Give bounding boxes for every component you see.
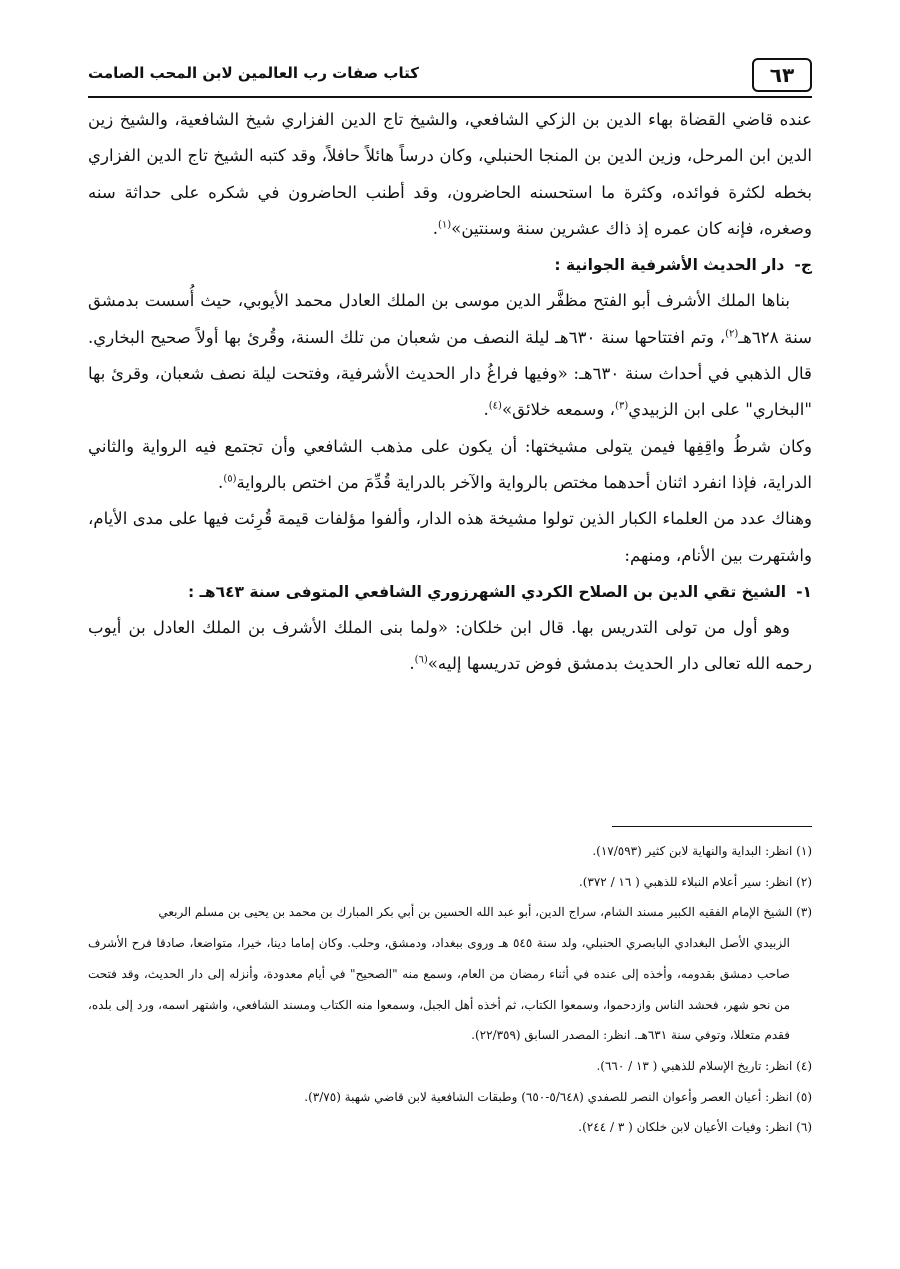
footnote-ref-2[interactable]: (٢) [725, 328, 739, 340]
paragraph-3: وكان شرطُ واقِفِها فيمن يتولى مشيختها: أن يكون على مذهب الشافعي وأن تجتمع فيه الرواية والثاني الدراية، فإذا انفرد اثنان أحدهما مختص بالرواية والآخر بالدراية قُدِّمَ من اختص بالرواية$^{(٥)}$. [88, 436, 812, 492]
footnote-ref-5[interactable]: (٥) [223, 473, 237, 485]
footnote-2: (٢) انظر: سير أعلام النبلاء للذهبي ( ١٦ / ٣٧٢). [578, 874, 812, 889]
book-title: كتاب صفات رب العالمين لابن المحب الصامت [88, 64, 419, 82]
header-rule [88, 96, 812, 98]
page-number: ٦٣ [752, 58, 812, 92]
body-text [88, 102, 812, 683]
footnote-ref-3[interactable]: (٣) [615, 400, 629, 412]
footnote-ref-4[interactable]: (٤) [488, 400, 502, 412]
footnote-ref-6[interactable]: (٦) [414, 654, 428, 666]
footnote-3: (٣) الشيخ الإمام الفقيه الكبير مسند الشام، سراج الدين، أبو عبد الله الحسين بن أبي بكر المبارك بن محمد بن يحيى بن مسلم الربعي الزبيدي الأصل البغدادي البابصري الحنبلي، ولد سنة ٥٤٥ هـ وروى ببغداد، ودمشق، وحلب. وكان إماما دينا، خيرا، متواضعا، صادقا فرح الأشرف صاحب دمشق بقدومه، وأخذه إلى عنده في أثناء رمضان من العام، وسمع منه "الصحيح" في أيام معدودة، وأنزله إلى دار الحديث، وقد فتحت من نحو شهر، فحشد الناس وازدحموا، وسمعوا الكتاب، ثم أخذه أهل الجبل، وسمعوا منه الكتاب ومسند الشافعي، واشتهر اسمه، ورد إلى بلده، فقدم متعللا، وتوفي سنة ٦٣١هـ. انظر: المصدر السابق (٢٢/٣٥٩). [88, 905, 812, 1043]
footnote-4: (٤) انظر: تاريخ الإسلام للذهبي ( ١٣ / ٦٦٠). [596, 1058, 812, 1073]
paragraph-2: بناها الملك الأشرف أبو الفتح مظفَّر الدين موسى بن الملك العادل محمد الأيوبي، حيث أُسست بدمشق سنة ٦٢٨هـ$^{(٢)}$، وتم افتتاحها سنة ٦٣٠هـ ليلة النصف من شعبان من تلك السنة، وقُرئ بها أولاً صحيح البخاري. قال الذهبي في أحداث سنة ٦٣٠هـ: «وفيها فراغُ دار الحديث الأشرفية، وفتحت ليلة نصف شعبان، وقرئ بها "البخاري" على ابن الزبيدي$^{(٣)}$، وسمعه خلائق»$^{(٤)}$. [88, 291, 812, 420]
section-title-1: الشيخ تقي الدين بن الصلاح الكردي الشهرزوري الشافعي المتوفى سنة ٦٤٣هـ : [187, 582, 787, 601]
paragraph-5: وهو أول من تولى التدريس بها. قال ابن خلكان: «ولما بنى الملك الأشرف بن الملك العادل بن أيوب رحمه الله تعالى دار الحديث بدمشق فوض تدريسها إليه»$^{(٦)}$. [88, 618, 812, 674]
section-heading-1 [88, 574, 812, 610]
footnote-divider [612, 826, 812, 827]
section-marker-c: ج- [794, 256, 812, 275]
paragraph-4: وهناك عدد من العلماء الكبار الذين تولوا مشيخة هذه الدار، وألفوا مؤلفات قيمة قُرِئت فيها على مدى الأيام، واشتهرت بين الأنام، ومنهم: [88, 509, 812, 565]
paragraph-1: عنده قاضي القضاة بهاء الدين بن الزكي الشافعي، والشيخ تاج الدين الفزاري شيخ الشافعية، والشيخ زين الدين ابن المرحل، وزين الدين بن المنجا الحنبلي، وكان درساً هائلاً حافلاً، وقد كتبه الشيخ تاج الدين الفزاري بخطه لكثرة فوائده، وكثرة ما استحسنه الحاضرون، وقد أطنب الحاضرون في شكره على حداثة سنه وصغره، فإنه كان عمره إذ ذاك عشرين سنة وسنتين»$^{(١)}$. [88, 110, 812, 238]
page-header [88, 58, 812, 96]
footnote-1: (١) انظر: البداية والنهاية لابن كثير (١٧/٥٩٣). [592, 844, 812, 858]
footnote-6: (٦) انظر: وفيات الأعيان لابن خلكان ( ٣ / ٢٤٤). [578, 1120, 812, 1135]
footnotes [88, 836, 812, 1143]
footnote-5: (٥) انظر: أعيان العصر وأعوان النصر للصفدي (٥/٦٤٨-٦٥٠) وطبقات الشافعية لابن قاضي شهبة (٣/٧٥). [304, 1089, 812, 1104]
footnote-ref-1[interactable]: (١) [437, 219, 452, 231]
section-marker-1: ١- [796, 582, 812, 601]
section-title-c: دار الحديث الأشرفية الجوانية : [554, 256, 785, 275]
section-heading-c [88, 247, 812, 283]
